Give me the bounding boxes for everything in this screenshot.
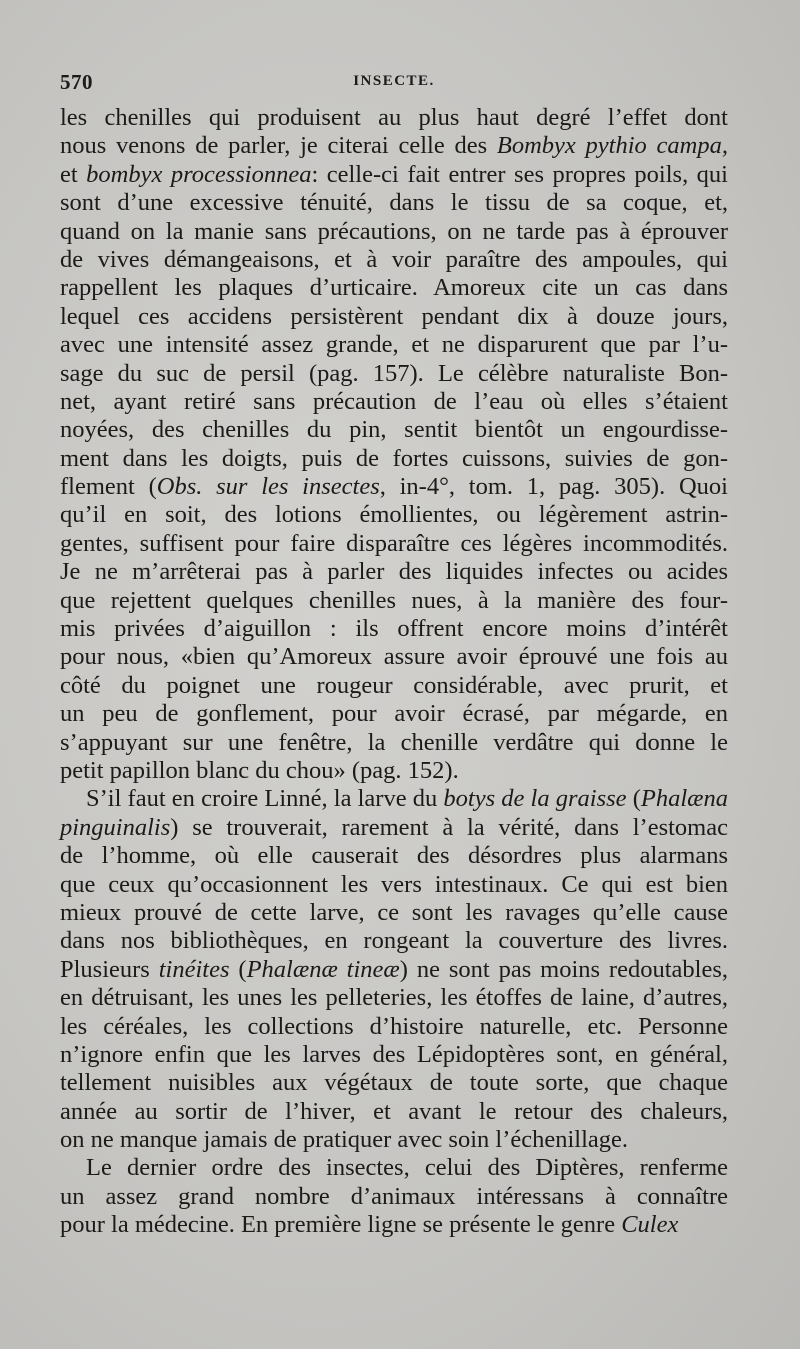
text-line bbox=[60, 246, 728, 274]
text-line bbox=[60, 785, 728, 813]
text-segment: ( bbox=[229, 955, 247, 983]
text-segment: noyées, des chenilles du pin, sentit bientôt un engourdisse- bbox=[60, 416, 728, 444]
text-segment: s’appuyant sur une fenêtre, la chenille verdâtre qui donne le bbox=[60, 728, 728, 756]
text-segment: avec une intensité assez grande, et ne disparurent que par l’u- bbox=[60, 331, 728, 359]
text-segment: lequel ces accidens persistèrent pendant dix à douze jours, bbox=[60, 302, 728, 330]
text-line bbox=[60, 303, 728, 331]
text-segment: S’il faut en croire Linné, la larve du bbox=[86, 785, 444, 813]
text-segment: net, ayant retiré sans précaution de l’eau où elles s’étaient bbox=[60, 387, 728, 415]
paragraph bbox=[60, 104, 728, 785]
text-segment: que ceux qu’occasionnent les vers intestinaux. Ce qui est bien bbox=[60, 870, 728, 898]
text-line bbox=[60, 1041, 728, 1069]
text-segment: flement ( bbox=[60, 473, 157, 501]
text-segment: dans nos bibliothèques, en rongeant la couverture des livres. bbox=[60, 927, 728, 955]
text-line bbox=[60, 956, 728, 984]
text-segment: quand on la manie sans précautions, on ne tarde pas à éprouver bbox=[60, 217, 728, 245]
italic-text: tinéites bbox=[158, 955, 230, 983]
text-line bbox=[60, 757, 728, 785]
text-segment: côté du poignet une rougeur considérable, avec prurit, et bbox=[60, 671, 728, 699]
text-segment: que rejettent quelques chenilles nues, à la manière des four- bbox=[60, 586, 728, 614]
italic-text: botys de la graisse bbox=[443, 785, 627, 813]
italic-text: bombyx processionnea bbox=[86, 160, 312, 188]
text-segment: : celle-ci fait entrer ses propres poils, qui bbox=[311, 160, 728, 188]
italic-text: Phalæna bbox=[640, 785, 729, 813]
text-segment: rappellent les plaques d’urticaire. Amoreux cite un cas dans bbox=[60, 274, 728, 302]
text-segment: mis privées d’aiguillon : ils offrent encore moins d’intérêt bbox=[60, 615, 728, 643]
text-segment: Plusieurs bbox=[60, 955, 159, 983]
text-segment: Le dernier ordre des insectes, celui des Diptères, renferme bbox=[86, 1154, 728, 1182]
italic-text: Bombyx pythio campa, bbox=[496, 132, 728, 160]
text-line bbox=[60, 189, 728, 217]
text-line bbox=[60, 388, 728, 416]
text-segment: et bbox=[60, 160, 87, 188]
text-segment: tellement nuisibles aux végétaux de toute sorte, que chaque bbox=[60, 1069, 728, 1097]
paragraph bbox=[60, 785, 728, 1154]
text-segment: les chenilles qui produisent au plus haut degré l’effet dont bbox=[60, 104, 728, 131]
text-segment: ( bbox=[626, 785, 641, 813]
text-line bbox=[60, 132, 728, 160]
text-segment: les céréales, les collections d’histoire naturelle, etc. Personne bbox=[60, 1012, 728, 1040]
page-header bbox=[60, 70, 728, 100]
text-segment: pour nous, «bien qu’Amoreux assure avoir éprouvé une fois au bbox=[60, 643, 728, 671]
text-line bbox=[60, 899, 728, 927]
text-line bbox=[60, 1154, 728, 1182]
text-segment: gentes, suffisent pour faire disparaître ces légères incommodités. bbox=[60, 529, 728, 557]
text-line bbox=[60, 1013, 728, 1041]
paragraph bbox=[60, 1154, 728, 1239]
text-segment: sont d’une excessive ténuité, dans le tissu de sa coque, et, bbox=[60, 189, 728, 217]
text-segment: sage du suc de persil (pag. 157). Le célèbre naturaliste Bon- bbox=[60, 359, 728, 387]
text-line bbox=[60, 558, 728, 586]
text-line bbox=[60, 842, 728, 870]
italic-text: Obs. sur les insectes bbox=[156, 473, 380, 501]
text-line bbox=[60, 927, 728, 955]
italic-text: pinguinalis bbox=[60, 813, 171, 841]
page-number: 570 bbox=[60, 70, 93, 94]
text-segment: année au sortir de l’hiver, et avant le retour des chaleurs, bbox=[60, 1097, 728, 1125]
text-line bbox=[60, 274, 728, 302]
text-line bbox=[60, 445, 728, 473]
text-line bbox=[60, 615, 728, 643]
running-title: INSECTE. bbox=[353, 73, 435, 89]
text-line bbox=[60, 1211, 728, 1239]
text-segment: n’ignore enfin que les larves des Lépidoptères sont, en général, bbox=[60, 1040, 728, 1068]
text-segment: un assez grand nombre d’animaux intéressans à connaître bbox=[60, 1182, 728, 1210]
text-line bbox=[60, 501, 728, 529]
text-segment: qu’il en soit, des lotions émollientes, ou légèrement astrin- bbox=[60, 501, 728, 529]
text-line bbox=[60, 587, 728, 615]
text-line bbox=[60, 871, 728, 899]
text-line bbox=[60, 672, 728, 700]
body-text bbox=[60, 104, 728, 1240]
text-line bbox=[60, 1126, 728, 1154]
text-segment: on ne manque jamais de pratiquer avec soin l’échenillage. bbox=[60, 1126, 629, 1154]
text-line bbox=[60, 1183, 728, 1211]
text-line bbox=[60, 218, 728, 246]
text-segment: , in-4°, tom. 1, pag. 305). Quoi bbox=[379, 473, 728, 501]
text-line bbox=[60, 814, 728, 842]
text-segment: un peu de gonflement, pour avoir écrasé, par mégarde, en bbox=[60, 700, 728, 728]
text-segment: Je ne m’arrêterai pas à parler des liquides infectes ou acides bbox=[60, 558, 728, 586]
text-segment: en détruisant, les unes les pelleteries, les étoffes de laine, d’autres, bbox=[60, 984, 728, 1012]
text-line bbox=[60, 360, 728, 388]
text-line bbox=[60, 161, 728, 189]
text-segment: ) ne sont pas moins redoutables, bbox=[399, 955, 728, 983]
text-segment: de l’homme, où elle causerait des désordres plus alarmans bbox=[60, 842, 728, 870]
text-segment: mieux prouvé de cette larve, ce sont les ravages qu’elle cause bbox=[60, 898, 728, 926]
text-line bbox=[60, 984, 728, 1012]
text-line bbox=[60, 643, 728, 671]
text-line bbox=[60, 700, 728, 728]
text-line bbox=[60, 530, 728, 558]
text-line bbox=[60, 1069, 728, 1097]
text-line bbox=[60, 473, 728, 501]
text-segment: pour la médecine. En première ligne se présente le genre bbox=[60, 1211, 622, 1239]
text-segment: petit papillon blanc du chou» (pag. 152). bbox=[60, 756, 459, 784]
text-segment: ment dans les doigts, puis de fortes cuissons, suivies de gon- bbox=[60, 444, 728, 472]
text-segment: de vives démangeaisons, et à voir paraître des ampoules, qui bbox=[60, 245, 728, 273]
italic-text: Phalænæ tineæ bbox=[246, 955, 400, 983]
text-line bbox=[60, 416, 728, 444]
text-line bbox=[60, 729, 728, 757]
text-line bbox=[60, 331, 728, 359]
text-line bbox=[60, 1098, 728, 1126]
text-segment: nous venons de parler, je citerai celle des bbox=[60, 132, 497, 160]
text-segment: ) se trouverait, rarement à la vérité, dans l’estomac bbox=[170, 813, 728, 841]
italic-text: Culex bbox=[621, 1211, 679, 1239]
text-line bbox=[60, 104, 728, 132]
